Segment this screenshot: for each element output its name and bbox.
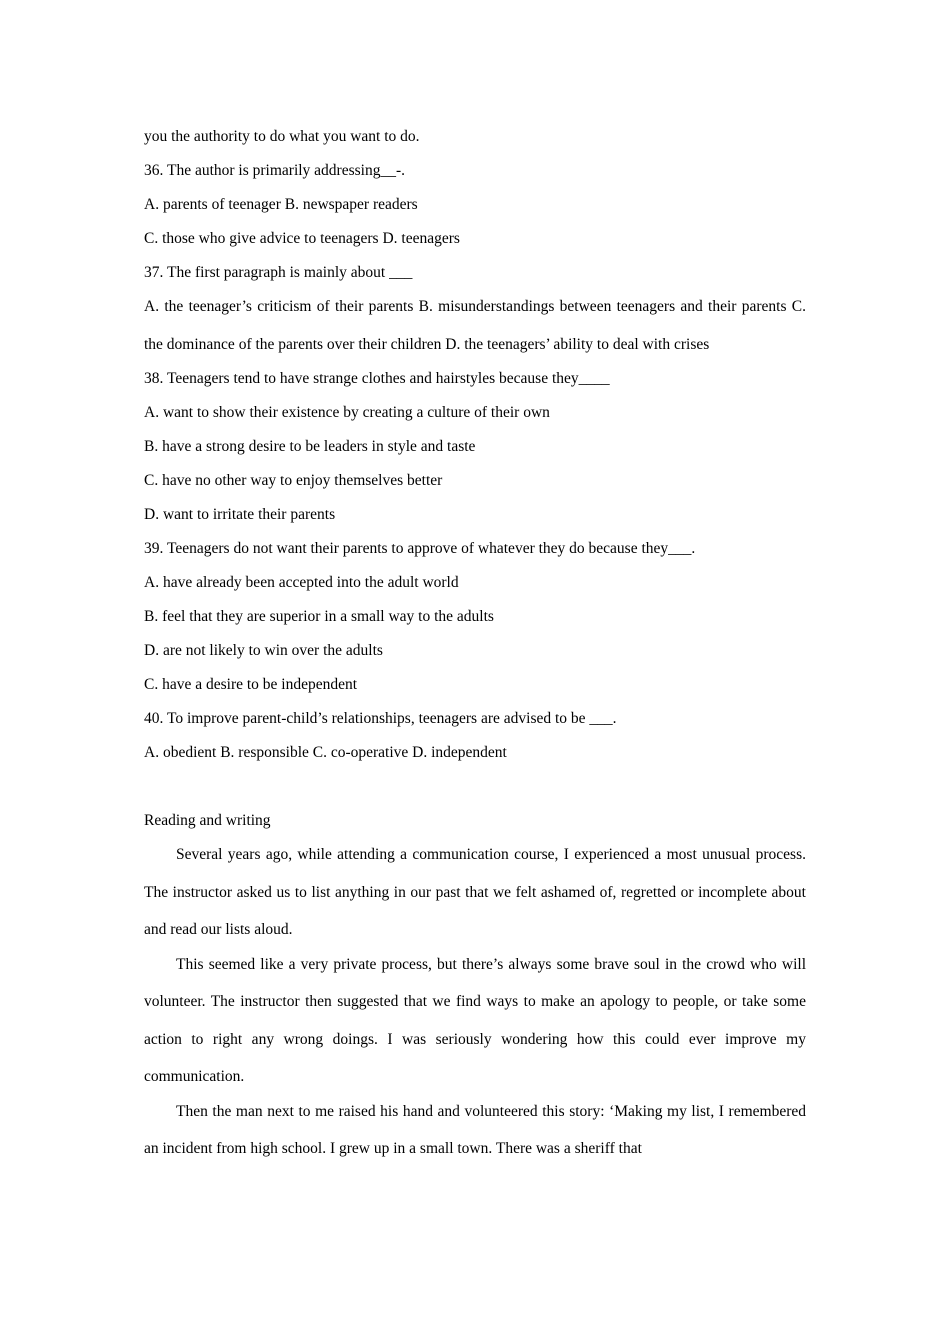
passage-paragraph: Then the man next to me raised his hand and volunteered this story: ‘Making my list, I remembered an incident from high school. I grew up in a small town. There was a sheriff that xyxy=(144,1102,806,1157)
passage-paragraph: Several years ago, while attending a communication course, I experienced a most unusual process. The instructor asked us to list anything in our past that we felt ashamed of, regretted or incomplete about and read our lists aloud. xyxy=(144,846,806,938)
question-37: 37. The first paragraph is mainly about ___ xyxy=(144,264,413,281)
question-38-option-c: C. have no other way to enjoy themselves better xyxy=(144,472,443,489)
question-40: 40. To improve parent-child’s relationships, teenagers are advised to be ___. xyxy=(144,710,617,727)
question-38: 38. Teenagers tend to have strange clothes and hairstyles because they____ xyxy=(144,370,610,387)
text-line: you the authority to do what you want to do. xyxy=(144,128,420,145)
question-37-options: A. the teenager’s criticism of their parents B. misunderstandings between teenagers and their parents C. the dominance of the parents over their children D. the teenagers’ ability to deal with crises xyxy=(144,298,806,353)
question-36-options-ab: A. parents of teenager B. newspaper readers xyxy=(144,196,418,213)
question-39: 39. Teenagers do not want their parents to approve of whatever they do because they___. xyxy=(144,540,696,557)
question-39-option-b: B. feel that they are superior in a small way to the adults xyxy=(144,608,494,625)
passage-paragraph: This seemed like a very private process, but there’s always some brave soul in the crowd who will volunteer. The instructor then suggested that we find ways to make an apology to people, or take some action to right any wrong doings. I was seriously wondering how this could ever improve my communication. xyxy=(144,955,806,1085)
section-heading: Reading and writing xyxy=(144,812,271,829)
question-39-option-a: A. have already been accepted into the adult world xyxy=(144,574,459,591)
question-39-option-d: D. are not likely to win over the adults xyxy=(144,642,383,659)
question-40-options: A. obedient B. responsible C. co-operative D. independent xyxy=(144,744,507,761)
document-page xyxy=(144,124,806,1171)
question-38-option-a: A. want to show their existence by creating a culture of their own xyxy=(144,404,550,421)
question-39-option-c: C. have a desire to be independent xyxy=(144,676,358,693)
question-36-options-cd: C. those who give advice to teenagers D. teenagers xyxy=(144,230,460,247)
question-38-option-b: B. have a strong desire to be leaders in style and taste xyxy=(144,438,476,455)
question-38-option-d: D. want to irritate their parents xyxy=(144,506,336,523)
question-36: 36. The author is primarily addressing__-. xyxy=(144,162,406,179)
blank-spacer xyxy=(144,774,806,808)
